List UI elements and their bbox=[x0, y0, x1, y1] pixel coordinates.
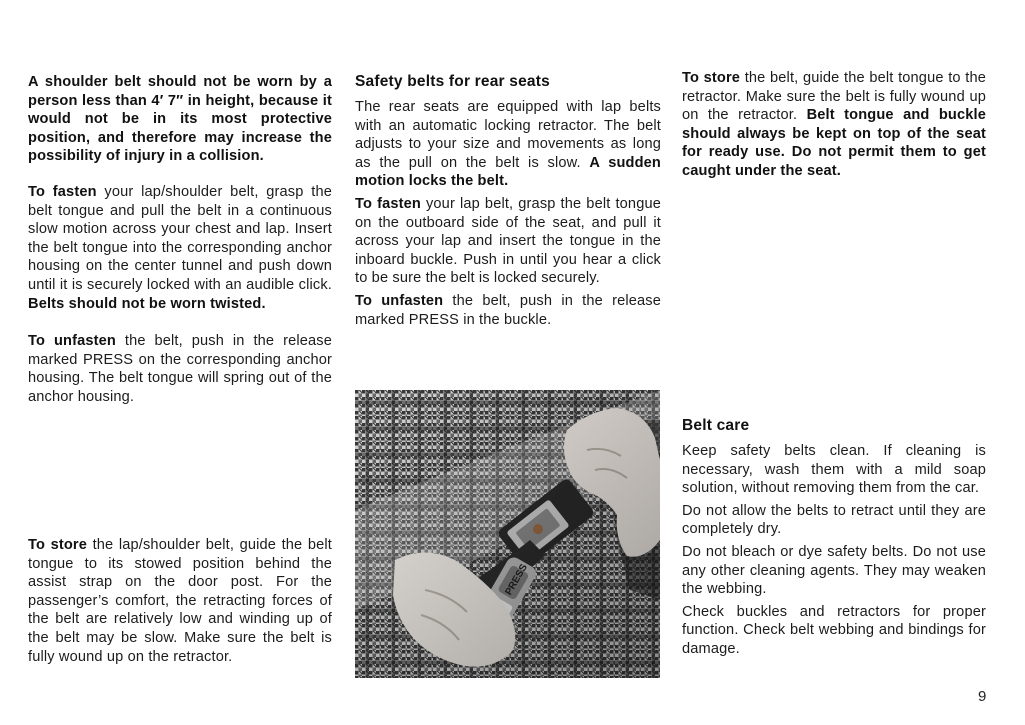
page-number: 9 bbox=[978, 688, 987, 705]
rear-fasten-instructions: To fasten your lap belt, grasp the belt tongue on the outboard side of the seat, and pull it across your lap and insert the tongue in the inboard buckle. Push in until you hear a click to be sure the belt is locked securely. bbox=[355, 195, 661, 287]
fasten-instructions: To fasten your lap/shoulder belt, grasp the belt tongue and pull the belt in a continuous slow motion across your chest and lap. Insert the belt tongue into the corresponding anchor housing on the center tunnel and push down until it is securely locked with an audible click. Belts should not be worn twisted. bbox=[28, 183, 332, 312]
rear-seats-intro: The rear seats are equipped with lap belts with an automatic locking retractor. The belt adjusts to your size and movements as long as the pull on the belt is slow. A sudden motion locks the belt. bbox=[355, 99, 661, 190]
rear-seats-heading: Safety belts for rear seats bbox=[355, 73, 550, 90]
photo-illustration bbox=[355, 390, 660, 678]
belt-care-heading: Belt care bbox=[682, 417, 750, 434]
rear-unfasten-instructions: To unfasten the belt, push in the release marked PRESS in the buckle. bbox=[355, 292, 661, 328]
belt-care-paragraph-4: Check buckles and retractors for proper function. Check belt webbing and bindings for damage. bbox=[682, 603, 986, 657]
unfasten-instructions: To unfasten the belt, push in the release marked PRESS on the corresponding anchor housing. The belt tongue will spring out of the anchor housing. bbox=[28, 333, 333, 405]
store-instructions: To store the lap/shoulder belt, guide the belt tongue to its stowed position behind the assist strap on the door post. For the passenger’s comfort, the retracting forces of the belt are relatively low and winding up of the belt may be slow. Make sure the belt is fully wound up on the retractor. bbox=[28, 537, 333, 665]
height-warning: A shoulder belt should not be worn by a person less than 4′ 7″ in height, because it would not be in its most protective position, and therefore may increase the possibility of injury in a collision. bbox=[28, 74, 332, 165]
belt-care-paragraph-3: Do not bleach or dye safety belts. Do not use any other cleaning agents. They may weaken the webbing. bbox=[682, 543, 986, 598]
belt-care-paragraph-1: Keep safety belts clean. If cleaning is necessary, wash them with a mild soap solution, without removing them from the car. bbox=[682, 443, 986, 497]
column-right bbox=[682, 69, 986, 181]
rear-store-instructions: To store the belt, guide the belt tongue to the retractor. Make sure the belt is fully wound up on the retractor. Belt tongue and buckle should always be kept on top of the seat for ready use. Do not permit them to get caught under the seat. bbox=[682, 70, 987, 179]
column-middle bbox=[355, 72, 661, 329]
column-left-store bbox=[28, 536, 332, 666]
belt-buckle-photo bbox=[355, 390, 660, 678]
belt-care-paragraph-2: Do not allow the belts to retract until they are completely dry. bbox=[682, 502, 986, 538]
belt-care-section bbox=[682, 416, 986, 659]
column-left bbox=[28, 73, 332, 407]
